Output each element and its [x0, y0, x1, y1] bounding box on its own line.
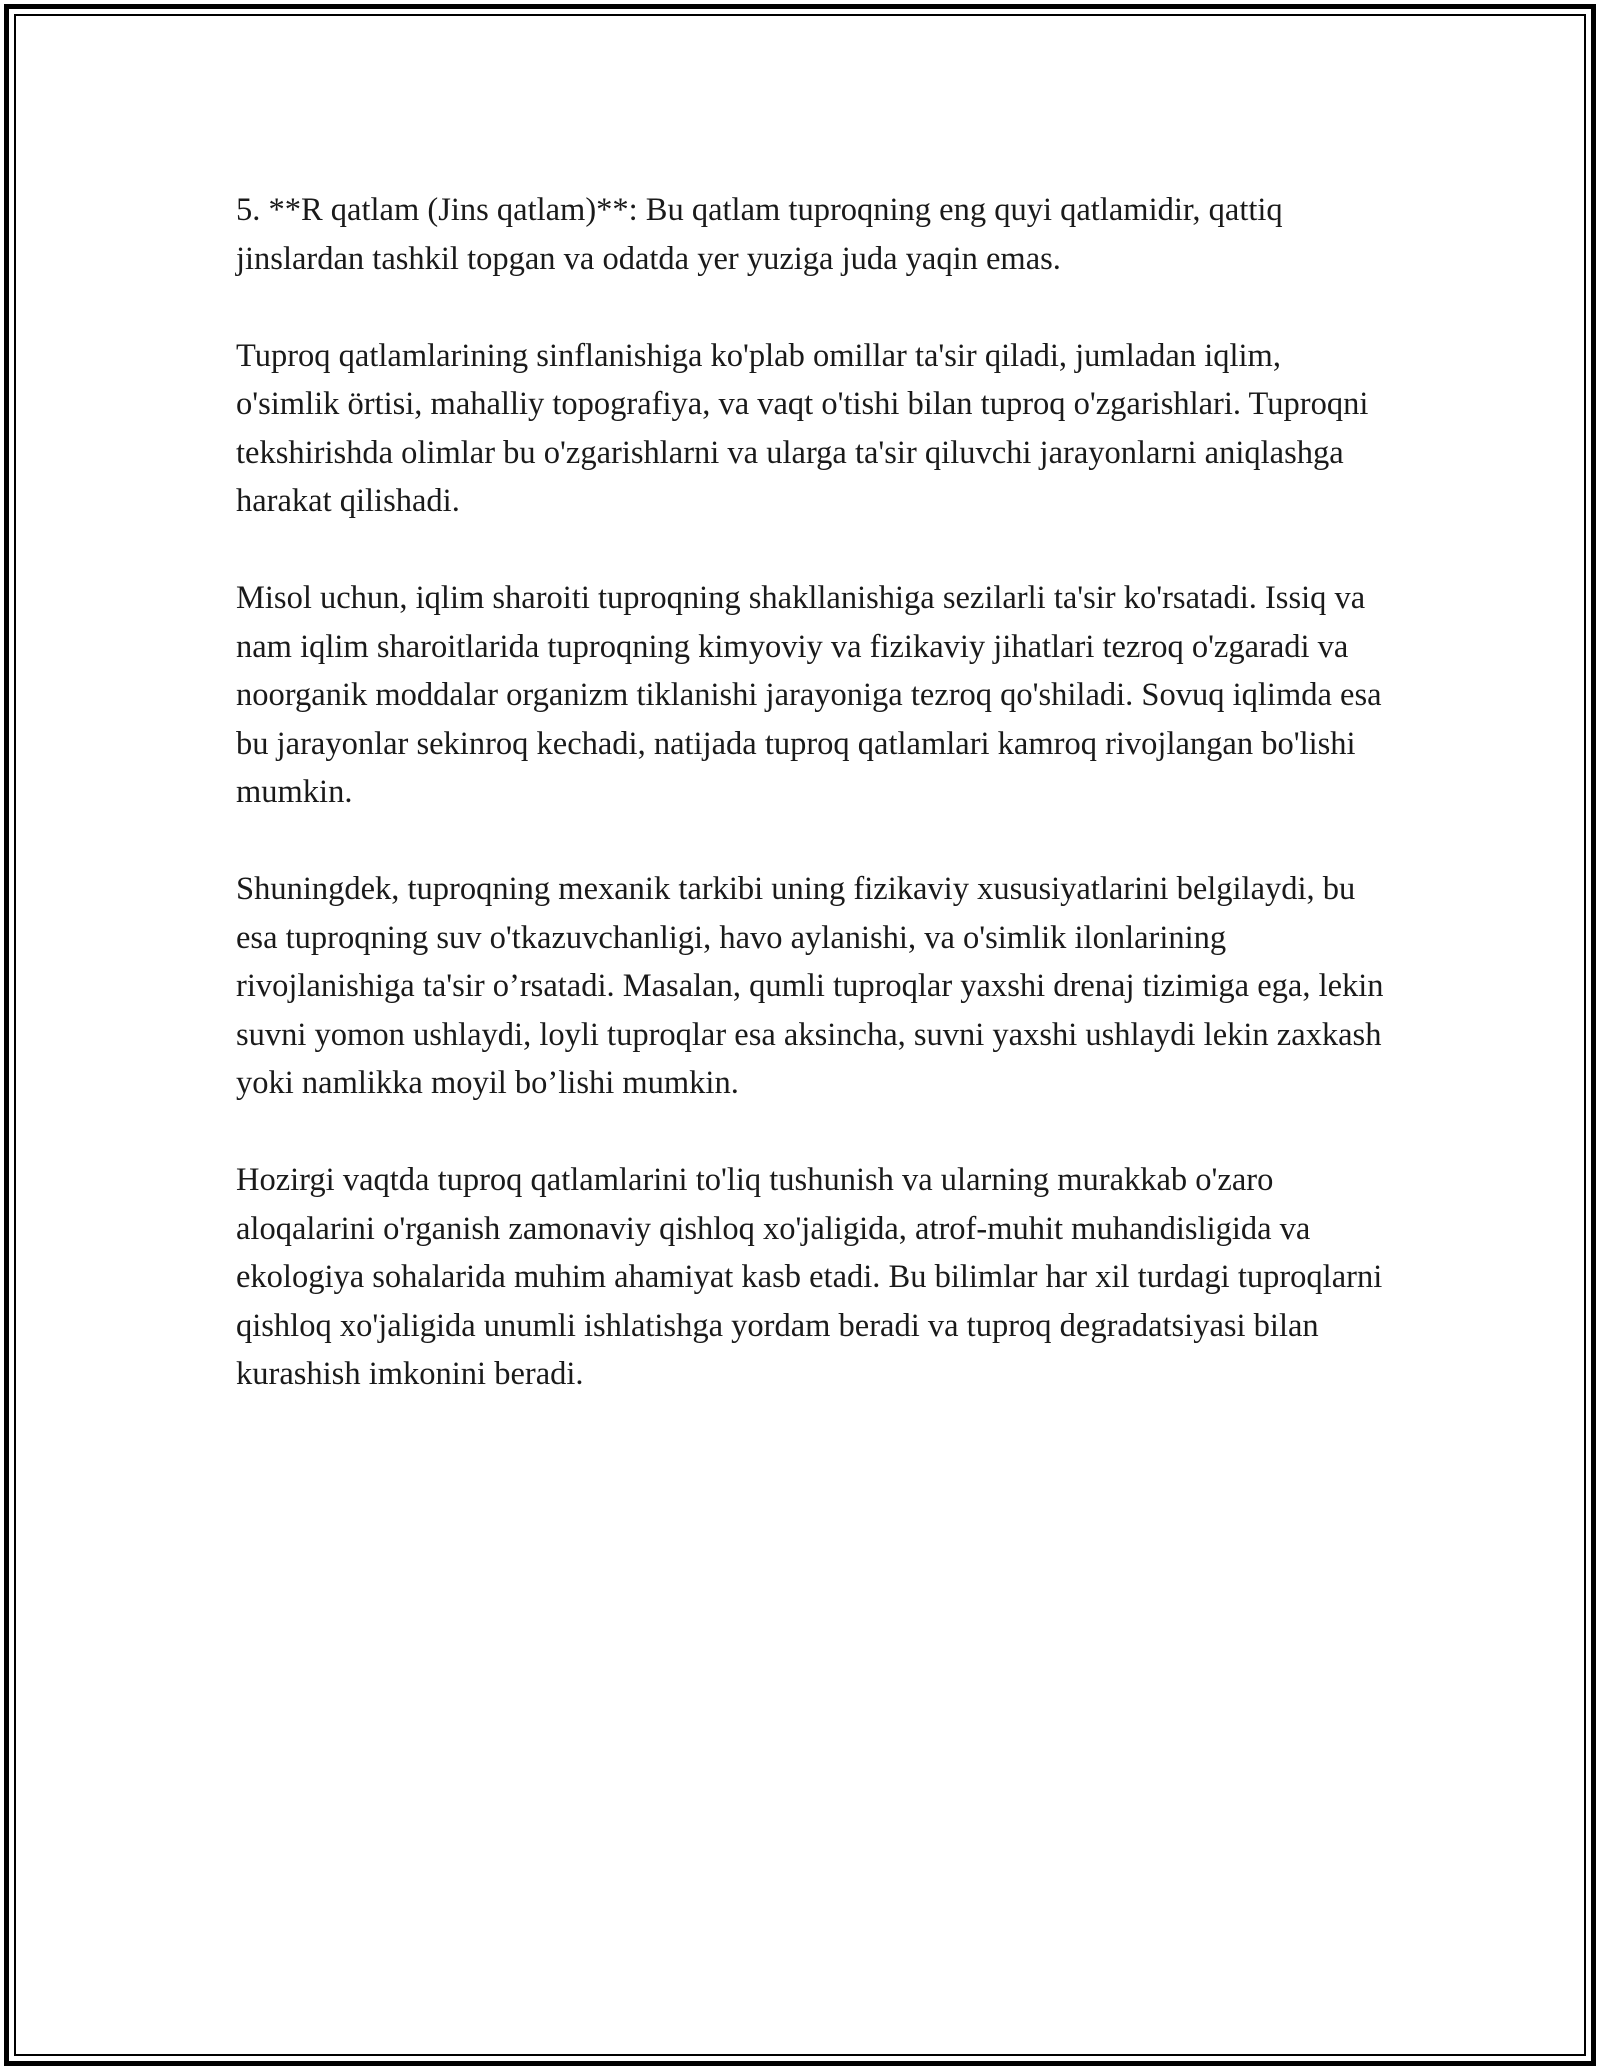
paragraph-r-horizon: 5. **R qatlam (Jins qatlam)**: Bu qatlam tuproqning eng quyi qatlamidir, qattiq jinslardan tashkil topgan va odatda yer yuziga juda yaqin emas.: [236, 192, 1283, 277]
paragraph-mechanical-composition: Shuningdek, tuproqning mexanik tarkibi uning fizikaviy xususiyatlarini belgilaydi, bu esa tuproqning suv o'tkazuvchanligi, havo aylanishi, va o'simlik ilonlarining rivojlanishiga ta'sir o’rsatadi. Masalan, qumli tuproqlar yaxshi drenaj tizimiga ega, lekin suvni yomon ushlaydi, loyli tuproqlar esa aksincha, suvni yaxshi ushlaydi lekin zaxkash yoki namlikka moyil bo’lishi mumkin.: [236, 871, 1384, 1101]
paragraph-climate-example: Misol uchun, iqlim sharoiti tuproqning shakllanishiga sezilarli ta'sir ko'rsatadi. Issiq va nam iqlim sharoitlarida tuproqning kimyoviy va fizikaviy jihatlari tezroq o'zgaradi va noorganik moddalar organizm tiklanishi jarayoniga tezroq qo'shiladi. Sovuq iqlimda esa bu jarayonlar sekinroq kechadi, natijada tuproq qatlamlari kamroq rivojlangan bo'lishi mumkin.: [236, 580, 1382, 810]
paragraph-modern-importance: Hozirgi vaqtda tuproq qatlamlarini to'liq tushunish va ularning murakkab o'zaro aloqalarini o'rganish zamonaviy qishloq xo'jaligida, atrof-muhit muhandisligida va ekologiya sohalarida muhim ahamiyat kasb etadi. Bu bilimlar har xil turdagi tuproqlarni qishloq xo'jaligida unumli ishlatishga yordam beradi va tuproq degradatsiyasi bilan kurashish imkonini beradi.: [236, 1162, 1383, 1392]
paragraph-classification-factors: Tuproq qatlamlarining sinflanishiga ko'plab omillar ta'sir qiladi, jumladan iqlim, o'simlik örtisi, mahalliy topografiya, va vaqt o'tishi bilan tuproq o'zgarishlari. Tuproqni tekshirishda olimlar bu o'zgarishlarni va ularga ta'sir qiluvchi jarayonlarni aniqlashga harakat qilishadi.: [236, 337, 1369, 519]
document-body: [236, 186, 1386, 1399]
